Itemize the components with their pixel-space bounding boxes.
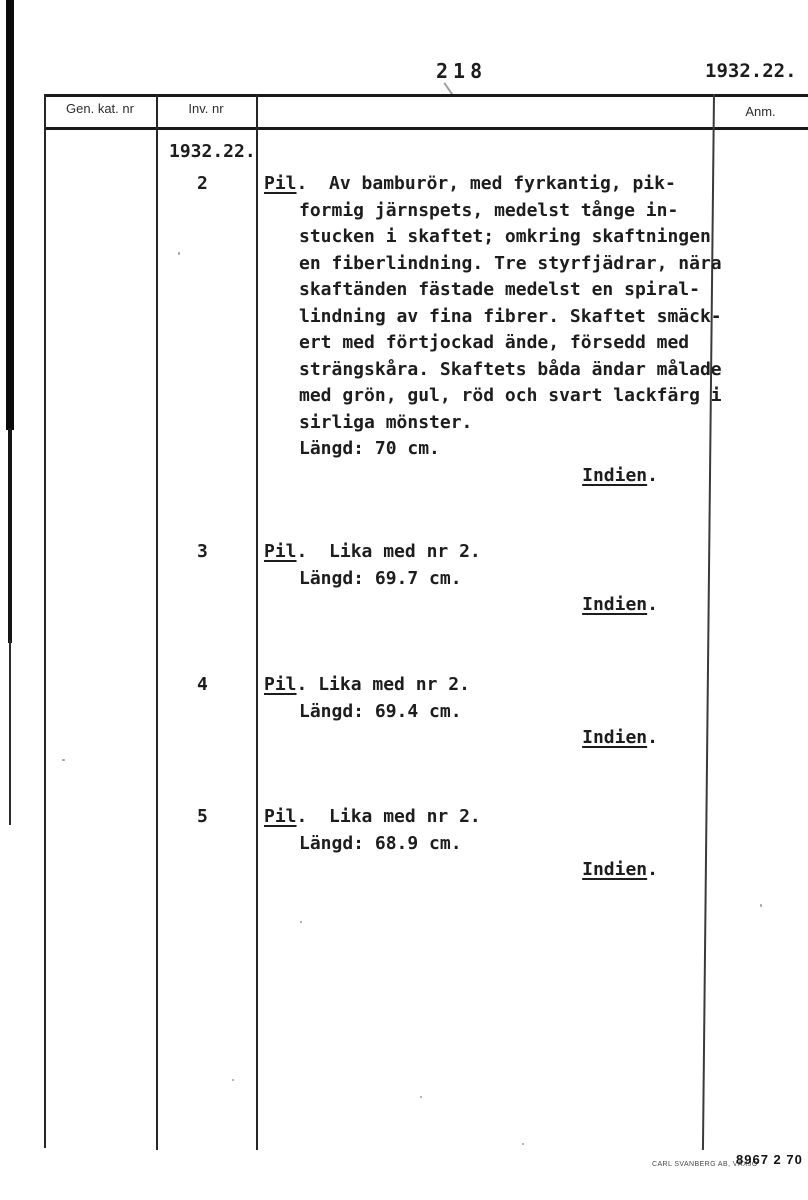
scan-speck <box>420 1096 422 1098</box>
first-line-text: Lika med nr 2. <box>318 674 470 695</box>
column-header-anm: Anm. <box>745 104 776 119</box>
table-header-divider <box>44 127 808 130</box>
description-line: lindning av fina fibrer. Skaftet smäck- <box>299 305 722 327</box>
accession-year-reference: 1932.22. <box>705 60 797 82</box>
scan-speck <box>178 252 180 255</box>
description-line: Längd: 69.7 cm. <box>299 567 462 589</box>
column-header-inv-nr: Inv. nr <box>188 101 224 116</box>
scan-speck <box>760 904 762 907</box>
entry-description <box>264 539 710 619</box>
description-lines <box>264 198 722 463</box>
origin-period: . <box>647 594 658 615</box>
description-line: skaftänden fästade medelst en spiral- <box>299 279 700 300</box>
printer-credit: CARL SVANBERG AB, VÄXJÖ <box>652 1161 758 1168</box>
description-line: ert med förtjockad ände, försedd med <box>299 332 690 353</box>
description-line: formig järnspets, medelst tånge in- <box>299 199 679 221</box>
table-border-left <box>44 94 46 1148</box>
description-line: strängskåra. Skaftets båda ändar målade <box>299 358 722 380</box>
origin-period: . <box>647 727 658 748</box>
scan-speck <box>232 1079 234 1081</box>
description-first-line <box>264 804 710 831</box>
entry-description <box>264 672 710 752</box>
scan-speck <box>522 1143 524 1145</box>
origin-line <box>264 463 710 490</box>
printer-form-code: 8967 2 70 <box>736 1152 803 1167</box>
object-term: Pil <box>264 806 297 827</box>
page-number: 218 <box>436 59 488 83</box>
inv-nr: 3 <box>197 541 208 562</box>
origin-period: . <box>647 859 658 880</box>
description-first-line <box>264 171 710 198</box>
column-divider-inv-desc <box>256 94 258 1150</box>
description-line: Längd: 68.9 cm. <box>299 832 462 854</box>
table-border-top <box>44 94 808 97</box>
inv-nr: 2 <box>197 173 208 194</box>
scan-edge-bar <box>8 428 12 643</box>
description-line: med grön, gul, röd och svart lackfärg i <box>299 385 722 406</box>
origin-line <box>264 592 710 619</box>
origin-period: . <box>647 464 658 486</box>
object-term: Pil <box>264 173 297 194</box>
scan-speck <box>300 921 302 923</box>
description-lines <box>264 699 710 726</box>
origin-name: Indien <box>582 594 648 615</box>
inv-nr: 4 <box>197 674 208 695</box>
first-line-text: Lika med nr 2. <box>329 806 481 827</box>
entry-description <box>264 804 710 884</box>
origin-name: Indien <box>582 859 648 880</box>
description-first-line <box>264 539 710 566</box>
description-line: Längd: 69.4 cm. <box>299 700 462 722</box>
scan-edge-bar <box>9 640 11 825</box>
term-separator: . <box>296 541 330 562</box>
series-label: 1932.22. <box>169 141 256 162</box>
description-line: sirliga mönster. <box>299 411 473 433</box>
entry-description <box>264 171 722 489</box>
origin-name: Indien <box>582 464 648 486</box>
object-term: Pil <box>264 674 297 695</box>
description-lines <box>264 566 710 593</box>
description-lines <box>264 831 710 858</box>
term-separator: . <box>296 173 330 194</box>
column-header-gen-kat-nr: Gen. kat. nr <box>66 101 134 116</box>
term-separator: . <box>296 674 319 695</box>
object-term: Pil <box>264 541 297 562</box>
first-line-text: Lika med nr 2. <box>329 541 481 562</box>
scan-edge-bar <box>6 0 14 430</box>
column-divider-gen-inv <box>156 94 158 1150</box>
term-separator: . <box>296 806 330 827</box>
description-line: en fiberlindning. Tre styrfjädrar, nära <box>299 252 722 274</box>
description-first-line <box>264 672 710 699</box>
description-line: stucken i skaftet; omkring skaftningen <box>299 226 711 247</box>
scan-speck <box>62 759 65 761</box>
origin-name: Indien <box>582 727 648 748</box>
inv-nr: 5 <box>197 806 208 827</box>
origin-line <box>264 857 710 884</box>
origin-line <box>264 725 710 752</box>
first-line-text: Av bamburör, med fyrkantig, pik- <box>329 173 676 194</box>
description-line: Längd: 70 cm. <box>299 438 440 459</box>
